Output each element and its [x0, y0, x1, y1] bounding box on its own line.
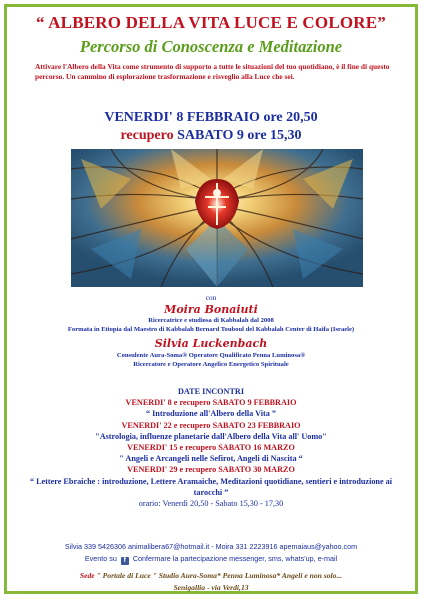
schedule-topic-3: " Angeli e Arcangeli nelle Sefirot, Angeli di Nascita “: [119, 454, 303, 464]
host2-name: Silvia Luckenbach: [154, 337, 268, 350]
stained-glass-image: [71, 149, 363, 287]
recupero-date: [7, 128, 415, 144]
schedule-topic-2: "Astrologia, influenze planetarie dall'Albero della Vita all' Uomo": [95, 431, 327, 441]
sede-line: [7, 571, 415, 580]
schedule-header: DATE INCONTRI: [177, 387, 245, 396]
intro-text: Attivare l'Albero della Vita come strumento di supporto a tutte le situazioni del tuo quotidiano, è il fine di questo percorso. Un cammino di esplorazione trasformazione e risveglio alla Luce che sei.: [35, 62, 390, 81]
address-line: Senigallia - via Verdi,13: [173, 583, 249, 592]
facebook-icon[interactable]: f: [121, 557, 129, 565]
host1-line2: Formata in Etiopia dal Maestro di Kabbalah Bernard Touboul del Kabbalah Center di Haifa (Israele): [67, 326, 355, 333]
recupero-label: recupero: [120, 128, 174, 143]
contacts-line: Silvia 339 5426306 animalibera67@hotmail.it - Moira 331 2223916 apemaiaus@yahoo.com: [64, 542, 358, 551]
schedule-topic-4: “ Lettere Ebraiche : introduzione, Lettere Aramaiche, Meditazioni quotidiane, sentieri e introduzione ai tarocchi ”: [29, 476, 393, 497]
schedule-date-4: VENERDI' 29 e recupero SABATO 30 MARZO: [127, 465, 295, 475]
poster-frame: [4, 4, 418, 594]
schedule-date-1: VENERDI' 8 e recupero SABATO 9 FEBBRAIO: [125, 398, 297, 408]
host1-name: Moira Bonaiuti: [164, 303, 258, 316]
recupero-value: SABATO 9 ore 15,30: [177, 128, 302, 143]
poster-title: “ ALBERO DELLA VITA LUCE E COLORE”: [35, 13, 387, 32]
sede-label: Sede: [79, 571, 95, 580]
evento-pre: Evento su: [84, 554, 117, 563]
host1-line1: Ricercatrice e studiosa di Kabbalah dal 2008: [148, 317, 274, 324]
schedule-date-3: VENERDI' 15 e recupero SABATO 16 MARZO: [127, 443, 295, 453]
schedule-section: [27, 386, 395, 509]
poster-subtitle: Percorso di Conoscenza e Meditazione: [79, 37, 343, 56]
con-label: con: [205, 293, 217, 302]
schedule-date-2: VENERDI' 22 e recupero SABATO 23 FEBBRAIO: [121, 420, 301, 430]
host2-line2: Ricercatore e Operatore Angelico Energetico Spirituale: [133, 361, 289, 368]
sede-text: " Portale di Luce " Studio Aura-Soma* Penna Luminosa* Angeli e non solo...: [96, 571, 343, 580]
stained-glass-artwork: [71, 149, 363, 287]
evento-line: [7, 554, 415, 565]
main-date: VENERDI' 8 FEBBRAIO ore 20,50: [104, 110, 318, 125]
evento-post: Confermare la partecipazione messenger, sms, whats'up, e-mail: [132, 554, 338, 563]
host2-line1: Consulente Aura-Soma® Operatore Qualificato Penna Luminosa®: [116, 352, 306, 359]
schedule-orario: orario: Venerdì 20,50 - Sabato 15,30 - 17,30: [138, 499, 284, 509]
schedule-topic-1: “ Introduzione all'Albero della Vita ”: [145, 409, 277, 419]
